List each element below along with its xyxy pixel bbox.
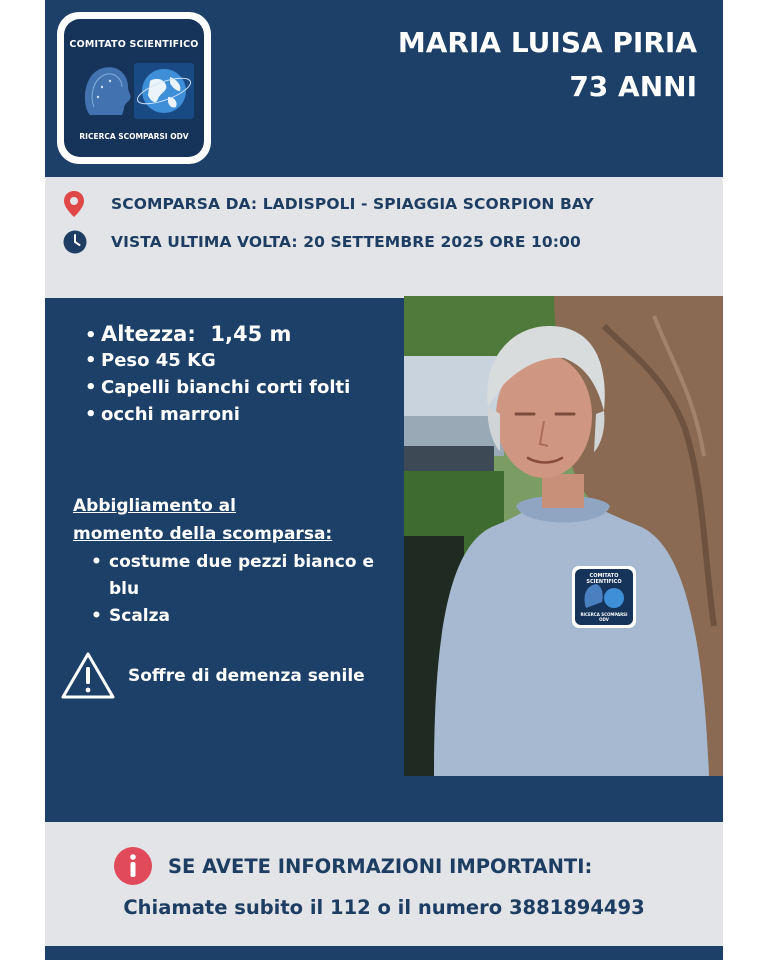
logo-top-text: COMITATO SCIENTIFICO	[69, 39, 199, 50]
feature-weight: • Peso 45 KG	[85, 350, 216, 371]
clothing-heading: Abbigliamento al momento della scomparsa:	[73, 496, 333, 544]
clothing-item: • costume due pezzi bianco e blu	[91, 552, 374, 599]
feature-height: • Altezza: 1,45 m	[85, 322, 292, 346]
contact-call-text: Chiamate subito il 112 o il numero 3881894493	[123, 896, 645, 919]
warning-icon	[60, 651, 116, 701]
person-photo	[404, 296, 723, 776]
photo-illustration	[404, 296, 723, 776]
clothing-item: • Scalza	[91, 606, 170, 626]
missing-person-poster	[45, 0, 723, 960]
feature-hair: • Capelli bianchi corti folti	[85, 377, 351, 398]
contact-band	[45, 822, 723, 946]
location-text: SCOMPARSA DA: LADISPOLI - SPIAGGIA SCORPION BAY	[111, 195, 594, 213]
head-globe-icon	[72, 57, 196, 123]
info-band	[45, 177, 723, 298]
contact-headline: SE AVETE INFORMAZIONI IMPORTANTI:	[168, 854, 593, 878]
info-icon	[113, 846, 153, 886]
badge-bottom-text: RICERCA SCOMPARSI ODV	[580, 612, 628, 622]
location-pin-icon	[63, 190, 85, 218]
last-seen-text: VISTA ULTIMA VOLTA: 20 SETTEMBRE 2025 ORE 10:00	[111, 233, 581, 251]
location-row	[63, 190, 594, 218]
clothing-list	[91, 549, 377, 630]
physical-features-list	[85, 322, 350, 431]
person-age: 73 ANNI	[569, 70, 697, 103]
organization-logo	[57, 12, 211, 164]
contact-headline-row	[113, 846, 592, 886]
last-seen-row	[63, 230, 581, 254]
feature-eyes: • occhi marroni	[85, 404, 240, 425]
warning-text: Soffre di demenza senile	[128, 666, 365, 686]
person-name: MARIA LUISA PIRIA	[397, 26, 697, 59]
clock-icon	[63, 230, 87, 254]
logo-bottom-text: RICERCA SCOMPARSI ODV	[79, 132, 189, 141]
health-warning	[60, 651, 365, 701]
badge-top-text: COMITATO SCIENTIFICO	[586, 573, 622, 585]
